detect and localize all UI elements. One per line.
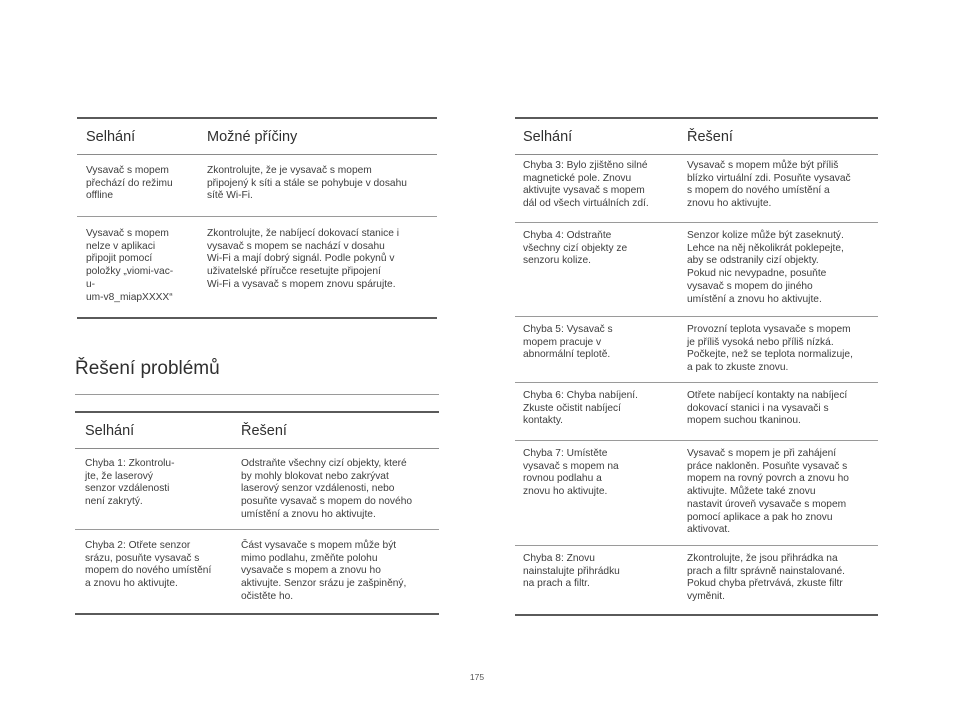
failure-cell: Chyba 6: Chyba nabíjení. Zkuste očistit nabíjecí kontakty. xyxy=(523,390,638,427)
failure-cell: Chyba 2: Otřete senzor srázu, posuňte vysavač s mopem do nového umístění a znovu ho aktivujte. xyxy=(85,540,212,590)
failure-cell: Vysavač s mopem přechází do režimu offline xyxy=(86,165,173,202)
table-header xyxy=(75,411,439,449)
solution-cell: Zkontrolujte, že jsou přihrádka na prach a filtr správně nainstalované. Pokud chyba přetrvává, zkuste filtr vyměnit. xyxy=(687,553,845,603)
cause-cell: Zkontrolujte, že nabíjecí dokovací stanice i vysavač s mopem se nachází v dosahu Wi-Fi a mají dobrý signál. Podle pokynů v uživatelské příručce resetujte připojení Wi-Fi a vysavač s mopem znovu spárujte. xyxy=(207,228,399,290)
table-row xyxy=(515,317,878,383)
header-solution: Řešení xyxy=(241,422,287,439)
table-row xyxy=(515,441,878,546)
solutions-table-left xyxy=(75,411,439,615)
solution-cell: Část vysavače s mopem může být mimo podlahu, změňte polohu vysavače s mopem a znovu ho aktivujte. Senzor srázu je zašpiněný, očistěte ho. xyxy=(241,540,407,602)
header-causes: Možné příčiny xyxy=(207,128,298,145)
solutions-table-right xyxy=(515,117,878,616)
table-header xyxy=(515,117,878,155)
causes-table xyxy=(77,117,437,319)
header-failure: Selhání xyxy=(523,128,573,145)
failure-cell: Chyba 4: Odstraňte všechny cizí objekty ze senzoru kolize. xyxy=(523,230,628,267)
solution-cell: Odstraňte všechny cizí objekty, které by mohly blokovat nebo zakrývat laserový senzor vzdálenosti, nebo posuňte vysavač s mopem do nového umístění a znovu ho aktivujte. xyxy=(241,458,413,520)
failure-cell: Chyba 5: Vysavač s mopem pracuje v abnormální teplotě. xyxy=(523,324,613,361)
table-row xyxy=(77,217,437,319)
table-row xyxy=(515,383,878,441)
section-title: Řešení problémů xyxy=(75,358,220,379)
failure-cell: Chyba 1: Zkontrolu- jte, že laserový senzor vzdálenosti není zakrytý. xyxy=(85,458,175,508)
table-row xyxy=(515,546,878,616)
table-row xyxy=(77,155,437,217)
table-row xyxy=(515,155,878,223)
failure-cell: Chyba 7: Umístěte vysavač s mopem na rovnou podlahu a znovu ho aktivujte. xyxy=(523,448,619,498)
solution-cell: Senzor kolize může být zaseknutý. Lehce na něj několikrát poklepejte, aby se odstranily cizí objekty. Pokud nic nevypadne, posuňte vysavač s mopem do jiného umístění a znovu ho aktivujte. xyxy=(687,230,844,305)
page-number: 175 xyxy=(469,672,485,682)
section-divider xyxy=(75,394,439,395)
table-row xyxy=(75,530,439,615)
header-failure: Selhání xyxy=(86,128,136,145)
header-solution: Řešení xyxy=(687,128,733,145)
failure-cell: Vysavač s mopem nelze v aplikaci připojit pomocí položky „viomi-vac- u- um-v8_miapXXXX“ xyxy=(86,228,174,303)
solution-cell: Vysavač s mopem může být příliš blízko virtuální zdi. Posuňte vysavač s mopem do nového umístění a znovu ho aktivujte. xyxy=(687,160,851,210)
solution-cell: Otřete nabíjecí kontakty na nabíjecí dokovací stanici i na vysavači s mopem suchou tkaninou. xyxy=(687,390,848,427)
failure-cell: Chyba 3: Bylo zjištěno silné magnetické pole. Znovu aktivujte vysavač s mopem dál od všech virtuálních zdí. xyxy=(523,160,649,210)
solution-cell: Provozní teplota vysavače s mopem je příliš vysoká nebo příliš nízká. Počkejte, než se teplota normalizuje, a pak to zkuste znovu. xyxy=(687,324,853,374)
header-failure: Selhání xyxy=(85,422,135,439)
table-row xyxy=(515,223,878,317)
failure-cell: Chyba 8: Znovu nainstalujte přihrádku na prach a filtr. xyxy=(523,553,620,590)
table-header xyxy=(77,117,437,155)
cause-cell: Zkontrolujte, že je vysavač s mopem připojený k síti a stále se pohybuje v dosahu sítě Wi-Fi. xyxy=(207,165,407,202)
table-row xyxy=(75,449,439,530)
solution-cell: Vysavač s mopem je při zahájení práce nakloněn. Posuňte vysavač s mopem na rovný povrch a znovu ho aktivujte. Můžete také znovu nastavit úroveň vysavače s mopem pomocí aplikace a pak ho znovu aktivovat. xyxy=(687,448,849,536)
